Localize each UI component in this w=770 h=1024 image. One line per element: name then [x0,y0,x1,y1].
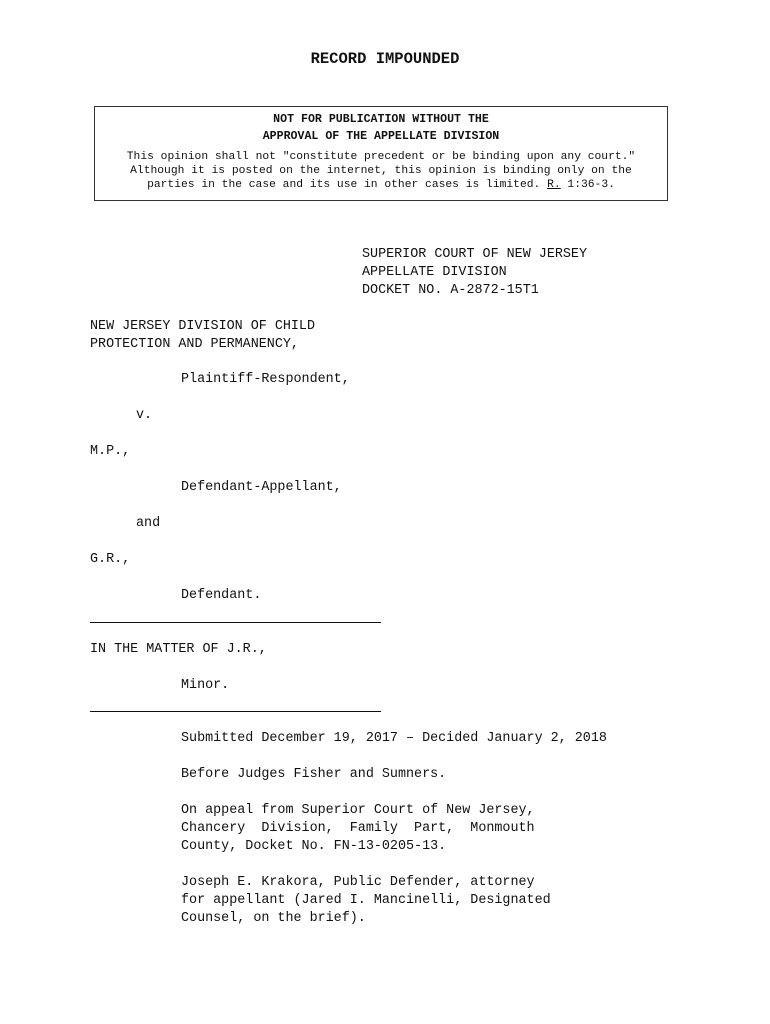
caption-divider-1 [90,622,381,623]
defendant-2-name: G.R., [90,552,131,567]
counsel-line-3: Counsel, on the brief). [181,911,366,926]
caption-divider-2 [90,711,381,712]
notice-line-5 [95,179,667,191]
submission-dates: Submitted December 19, 2017 – Decided January 2, 2018 [181,731,607,746]
defendant-2-role: Defendant. [181,588,262,603]
court-name: SUPERIOR COURT OF NEW JERSEY [362,247,587,262]
conjunction-and: and [136,516,161,531]
plaintiff-name-line-1: NEW JERSEY DIVISION OF CHILD [90,319,315,334]
minor-role: Minor. [181,678,230,693]
plaintiff-name-line-2: PROTECTION AND PERMANENCY, [90,337,299,352]
judges-line: Before Judges Fisher and Sumners. [181,767,447,782]
record-impounded-title: RECORD IMPOUNDED [310,50,460,68]
appeal-line-3: County, Docket No. FN-13-0205-13. [181,839,447,854]
court-division: APPELLATE DIVISION [362,265,507,280]
plaintiff-role: Plaintiff-Respondent, [181,372,350,387]
defendant-1-role: Defendant-Appellant, [181,480,342,495]
docket-number: DOCKET NO. A-2872-15T1 [362,283,539,298]
rule-number: 1:36-3. [567,179,615,191]
versus: v. [136,408,153,423]
notice-line-1: NOT FOR PUBLICATION WITHOUT THE [273,113,489,126]
rule-reference: R. [547,179,561,191]
appeal-line-2: Chancery Division, Family Part, Monmouth [181,821,535,836]
notice-line-4: Although it is posted on the internet, this opinion is binding only on the [130,165,632,177]
notice-line-3: This opinion shall not "constitute precedent or be binding upon any court." [126,151,636,163]
publication-notice-box [94,106,668,201]
defendant-1-name: M.P., [90,444,131,459]
counsel-line-1: Joseph E. Krakora, Public Defender, attorney [181,875,535,890]
matter-of-line: IN THE MATTER OF J.R., [90,642,267,657]
notice-line-5-text: parties in the case and its use in other cases is limited. [147,179,541,191]
appeal-line-1: On appeal from Superior Court of New Jersey, [181,803,535,818]
counsel-line-2: for appellant (Jared I. Mancinelli, Designated [181,893,551,908]
notice-line-2: APPROVAL OF THE APPELLATE DIVISION [262,130,500,143]
